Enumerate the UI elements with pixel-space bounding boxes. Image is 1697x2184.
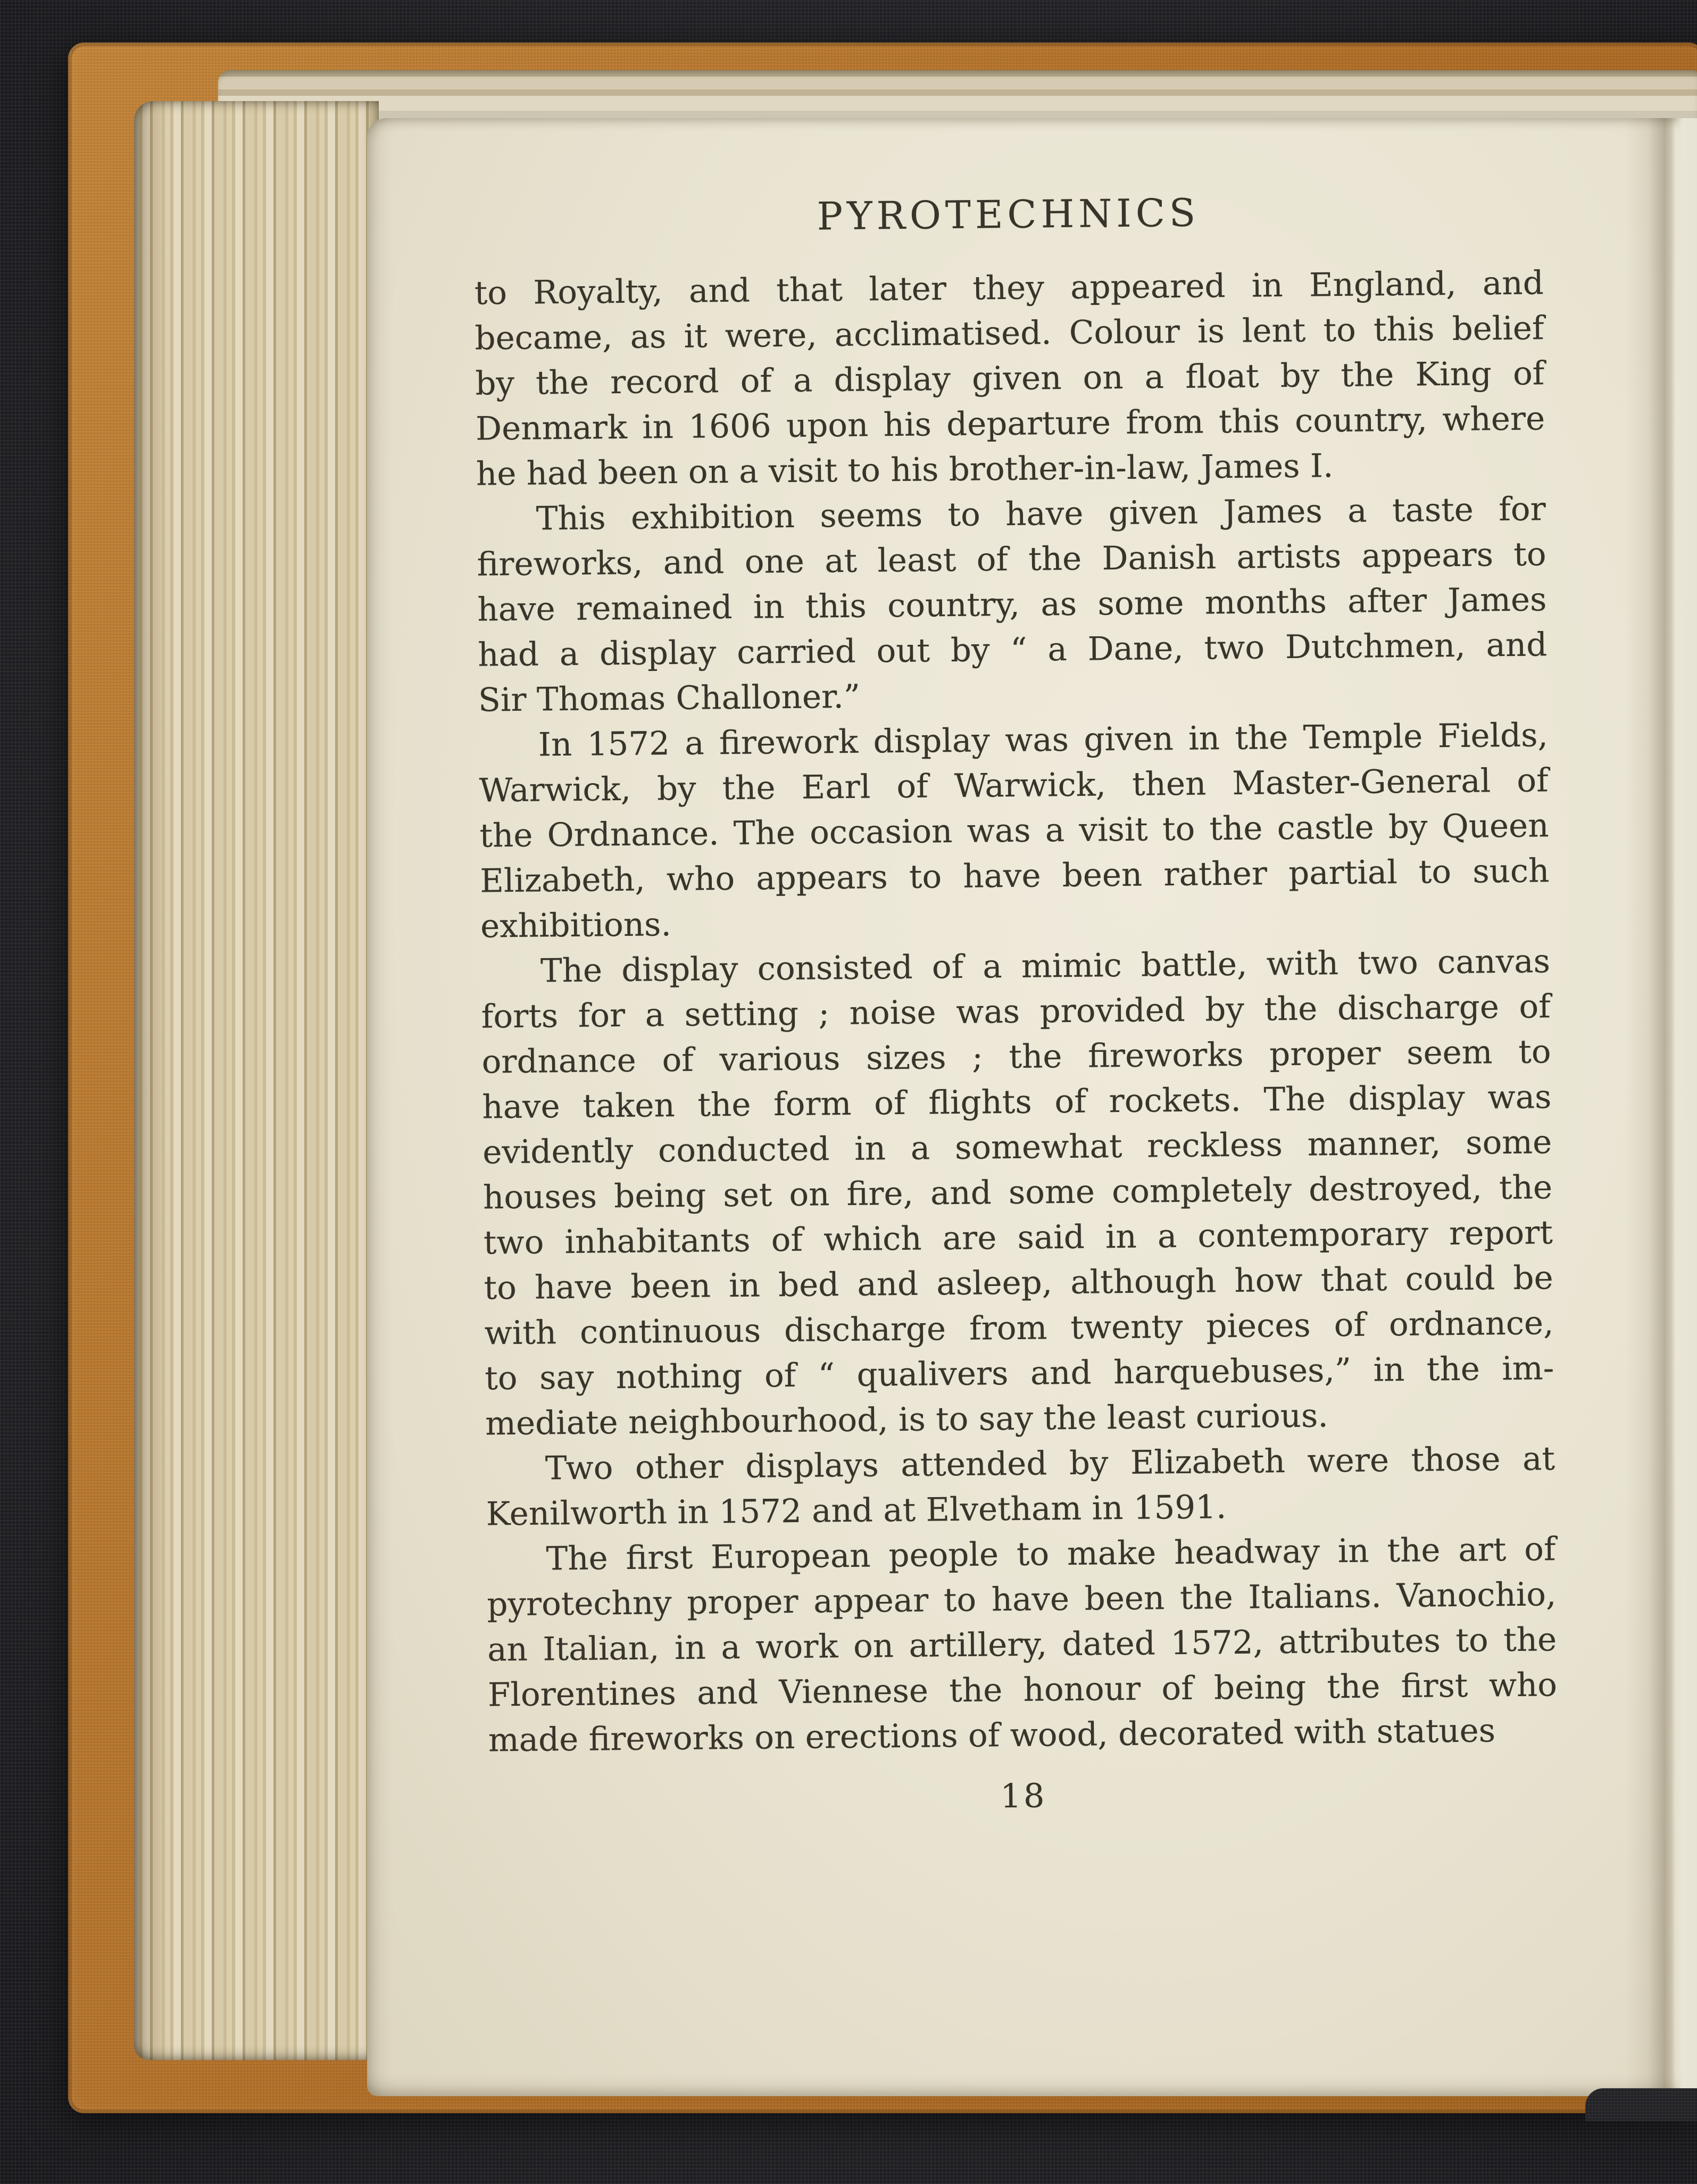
- text-line: Denmark in 1606 upon his departure from this country, where: [475, 400, 1545, 448]
- body-text: [474, 260, 1558, 1763]
- page-text-block: [473, 187, 1558, 1822]
- page-header: PYROTECHNICS: [817, 190, 1200, 239]
- page-edges-left: [134, 101, 379, 2060]
- text-line: made fireworks on erections of wood, decorated with statues: [488, 1712, 1496, 1759]
- paragraph: [476, 486, 1548, 723]
- text-line: had a display carried out by “ a Dane, two Dutchmen, and: [477, 626, 1548, 674]
- text-line: Two other displays attended by Elizabeth were those at: [545, 1440, 1555, 1488]
- text-line: exhibitions.: [480, 906, 672, 945]
- text-line: ordnance of various sizes ; the fireworks proper seem to: [481, 1033, 1551, 1081]
- text-line: Kenilworth in 1572 and at Elvetham in 1591.: [486, 1488, 1227, 1533]
- text-line: became, as it were, acclimatised. Colour is lent to this belief: [475, 309, 1544, 358]
- page-gutter-shadow: [1625, 118, 1697, 2096]
- text-line: houses being set on fire, and some completely destroyed, the: [483, 1168, 1553, 1217]
- text-line: Florentines and Viennese the honour of being the first who: [487, 1666, 1558, 1714]
- text-line: to have been in bed and asleep, although how that could be: [484, 1259, 1553, 1307]
- text-line: Elizabeth, who appears to have been rather partial to such: [480, 852, 1550, 900]
- text-line: This exhibition seems to have given James a taste for: [536, 490, 1546, 538]
- paragraph: [479, 712, 1550, 949]
- text-line: The display consisted of a mimic battle, with two canvas: [540, 942, 1551, 990]
- text-line: Sir Thomas Challoner.”: [478, 677, 861, 719]
- text-line: two inhabitants of which are said in a contemporary report: [483, 1214, 1553, 1262]
- paragraph: [474, 260, 1545, 496]
- text-line: an Italian, in a work on artillery, dated 1572, attributes to the: [487, 1621, 1557, 1669]
- text-line: pyrotechny proper appear to have been the Italians. Vanochio,: [487, 1575, 1557, 1624]
- text-line: The first European people to make headway in the art of: [546, 1530, 1556, 1578]
- text-line: have taken the form of flights of rockets. The display was: [482, 1078, 1552, 1126]
- paragraph: [481, 939, 1555, 1446]
- text-line: In 1572 a firework display was given in the Temple Fields,: [538, 716, 1549, 764]
- paragraph: [486, 1526, 1558, 1763]
- text-line: to Royalty, and that later they appeared in England, and: [474, 264, 1544, 312]
- text-line: by the record of a display given on a float by the King of: [475, 354, 1545, 403]
- text-line: Warwick, by the Earl of Warwick, then Master-General of: [479, 761, 1549, 810]
- book-page: [367, 118, 1697, 2096]
- text-line: the Ordnance. The occasion was a visit to the castle by Queen: [479, 807, 1549, 855]
- text-line: with continuous discharge from twenty pieces of ordnance,: [484, 1304, 1554, 1352]
- text-line: he had been on a visit to his brother-in-law, James I.: [476, 447, 1334, 493]
- text-line: forts for a setting ; noise was provided by the discharge of: [481, 987, 1551, 1036]
- page-number: 18: [1000, 1776, 1047, 1816]
- cover-corner-notch: [1585, 2088, 1697, 2121]
- paragraph: [486, 1436, 1556, 1537]
- text-line: to say nothing of “ qualivers and harquebuses,” in the im-: [485, 1349, 1554, 1398]
- text-line: evidently conducted in a somewhat reckless manner, some: [482, 1123, 1552, 1172]
- text-line: mediate neighbourhood, is to say the least curious.: [485, 1397, 1328, 1443]
- text-line: fireworks, and one at least of the Danish artists appears to: [477, 535, 1546, 584]
- text-line: have remained in this country, as some months after James: [477, 580, 1547, 629]
